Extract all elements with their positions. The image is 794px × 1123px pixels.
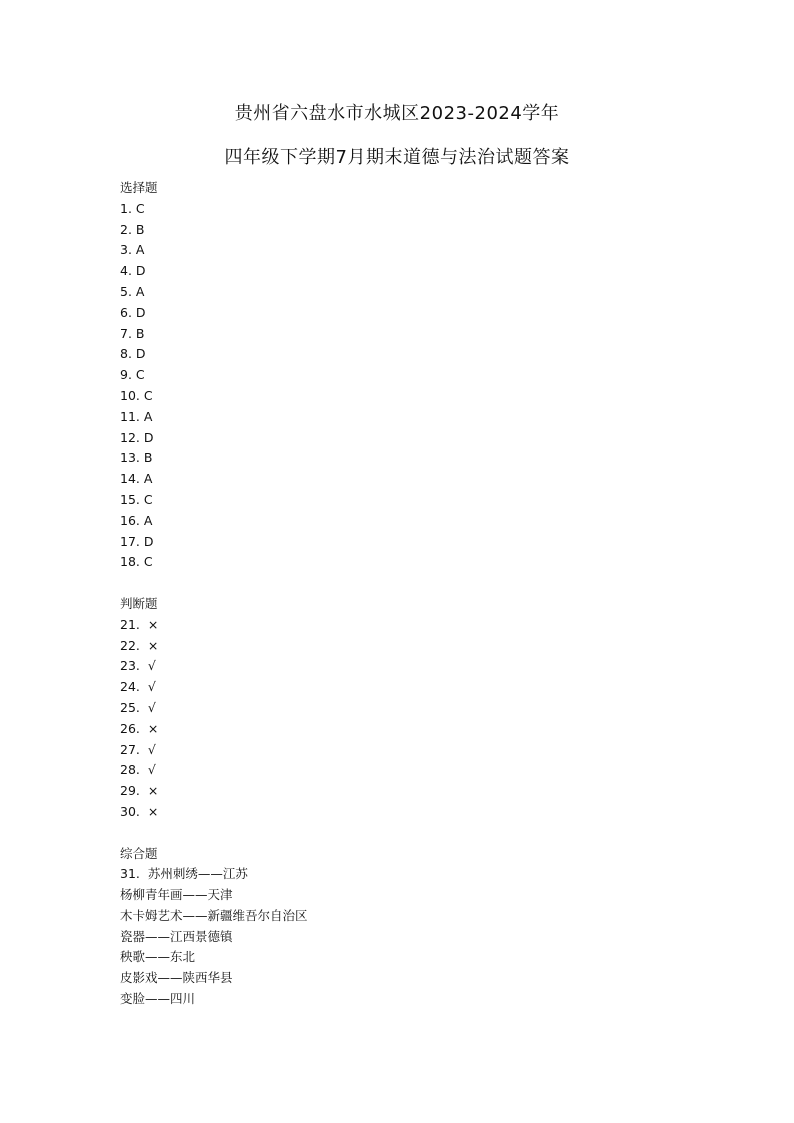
judge-answer-item bbox=[120, 677, 720, 698]
question-number: 3. bbox=[120, 242, 132, 258]
answer-mark: √ bbox=[147, 679, 156, 695]
question-number: 8. bbox=[120, 346, 132, 362]
choice-answer-item bbox=[120, 386, 720, 407]
choice-answer-item bbox=[120, 469, 720, 490]
answer-value: D bbox=[135, 346, 146, 362]
choice-answer-item bbox=[120, 220, 720, 241]
answer-value: C bbox=[135, 367, 145, 383]
comprehensive-answer-line: 瓷器——江西景德镇 bbox=[120, 928, 233, 944]
question-number: 4. bbox=[120, 263, 132, 279]
question-number: 15. bbox=[120, 491, 140, 507]
judge-answer-item bbox=[120, 740, 720, 761]
question-number: 7. bbox=[120, 325, 132, 341]
answer-value: C bbox=[135, 200, 145, 216]
answer-value: A bbox=[143, 471, 153, 487]
question-number: 12. bbox=[120, 429, 140, 445]
question-number: 23. bbox=[120, 658, 140, 674]
question-number: 28. bbox=[120, 762, 140, 778]
question-number: 2. bbox=[120, 221, 132, 237]
choice-answer-item bbox=[120, 407, 720, 428]
answer-value: B bbox=[143, 450, 153, 466]
question-number: 14. bbox=[120, 471, 140, 487]
answer-value: C bbox=[143, 387, 153, 403]
choice-answer-list bbox=[120, 199, 720, 573]
answer-value: B bbox=[135, 221, 145, 237]
answer-value: D bbox=[135, 263, 146, 279]
judge-answer-item bbox=[120, 656, 720, 677]
judge-answer-item bbox=[120, 781, 720, 802]
judge-answer-item bbox=[120, 719, 720, 740]
choice-answer-item bbox=[120, 344, 720, 365]
choice-answer-item bbox=[120, 532, 720, 553]
answer-value: D bbox=[135, 304, 146, 320]
answer-value: A bbox=[143, 512, 153, 528]
question-number: 16. bbox=[120, 512, 140, 528]
question-number: 9. bbox=[120, 367, 132, 383]
answer-value: A bbox=[143, 408, 153, 424]
choice-answer-item bbox=[120, 324, 720, 345]
choice-answer-item bbox=[120, 448, 720, 469]
judge-answer-item bbox=[120, 760, 720, 781]
answer-value: B bbox=[135, 325, 145, 341]
answer-value: C bbox=[143, 491, 153, 507]
question-number: 22. bbox=[120, 637, 140, 653]
answer-content bbox=[120, 178, 720, 1010]
answer-value: C bbox=[143, 554, 153, 570]
comprehensive-answer-line: 杨柳青年画——天津 bbox=[120, 887, 233, 903]
judge-answer-item bbox=[120, 802, 720, 823]
question-number: 13. bbox=[120, 450, 140, 466]
choice-answer-item bbox=[120, 282, 720, 303]
answer-mark: × bbox=[147, 803, 159, 819]
answer-value: D bbox=[143, 533, 154, 549]
choice-answer-item bbox=[120, 552, 720, 573]
comprehensive-answer-list bbox=[120, 864, 720, 1010]
judge-answer-item bbox=[120, 698, 720, 719]
judge-answer-list bbox=[120, 615, 720, 823]
choice-answer-item bbox=[120, 199, 720, 220]
answer-mark: √ bbox=[147, 741, 156, 757]
section-spacer bbox=[120, 573, 720, 594]
choice-answer-item bbox=[120, 511, 720, 532]
question-number: 17. bbox=[120, 533, 140, 549]
answer-mark: × bbox=[147, 616, 159, 632]
choice-heading: 选择题 bbox=[120, 180, 158, 195]
question-number: 6. bbox=[120, 304, 132, 320]
choice-answer-item bbox=[120, 261, 720, 282]
choice-answer-item bbox=[120, 365, 720, 386]
section-spacer bbox=[120, 823, 720, 844]
answer-mark: √ bbox=[147, 658, 156, 674]
document-title-line1: 贵州省六盘水市水城区2023-2024学年 bbox=[234, 103, 560, 124]
comprehensive-answer-line: 31. 苏州刺绣——江苏 bbox=[120, 866, 248, 882]
question-number: 11. bbox=[120, 408, 140, 424]
comprehensive-answer-line: 秧歌——东北 bbox=[120, 949, 196, 965]
answer-mark: × bbox=[147, 720, 159, 736]
comprehensive-heading: 综合题 bbox=[120, 845, 158, 861]
answer-value: D bbox=[143, 429, 154, 445]
answer-mark: × bbox=[147, 783, 159, 799]
question-number: 29. bbox=[120, 783, 140, 799]
comprehensive-answer-line: 变脸——四川 bbox=[120, 991, 196, 1007]
comprehensive-answer-line: 皮影戏——陕西华县 bbox=[120, 970, 233, 986]
question-number: 18. bbox=[120, 554, 140, 570]
judge-answer-item bbox=[120, 615, 720, 636]
comprehensive-answer-line: 木卡姆艺术——新疆维吾尔自治区 bbox=[120, 907, 308, 923]
choice-answer-item bbox=[120, 240, 720, 261]
question-number: 5. bbox=[120, 283, 132, 299]
question-number: 27. bbox=[120, 741, 140, 757]
choice-answer-item bbox=[120, 428, 720, 449]
question-number: 25. bbox=[120, 699, 140, 715]
answer-value: A bbox=[135, 242, 145, 258]
answer-mark: √ bbox=[147, 762, 156, 778]
question-number: 10. bbox=[120, 387, 140, 403]
choice-answer-item bbox=[120, 490, 720, 511]
choice-answer-item bbox=[120, 303, 720, 324]
judge-heading: 判断题 bbox=[120, 595, 158, 611]
answer-mark: × bbox=[147, 637, 159, 653]
question-number: 21. bbox=[120, 616, 140, 632]
answer-mark: √ bbox=[147, 699, 156, 715]
answer-value: A bbox=[135, 283, 145, 299]
question-number: 24. bbox=[120, 679, 140, 695]
question-number: 26. bbox=[120, 720, 140, 736]
question-number: 30. bbox=[120, 803, 140, 819]
question-number: 1. bbox=[120, 200, 132, 216]
document-title-line2: 四年级下学期7月期末道德与法治试题答案 bbox=[224, 147, 570, 168]
judge-answer-item bbox=[120, 636, 720, 657]
